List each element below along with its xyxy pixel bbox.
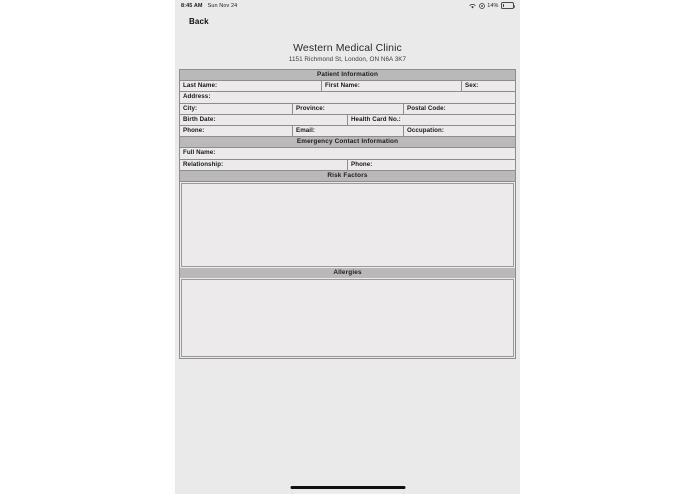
location-arrow-icon	[479, 3, 485, 9]
patient-intake-form	[179, 69, 516, 359]
status-bar-right	[469, 2, 514, 9]
status-time: 8:45 AM	[181, 2, 203, 9]
field-emergency-phone[interactable]: Phone:	[348, 160, 515, 170]
clinic-header	[175, 42, 520, 64]
navigation-bar	[175, 11, 520, 33]
clinic-name: Western Medical Clinic	[293, 42, 402, 54]
clinic-address: 1151 Richmond St, London, ON N6A 3K7	[288, 56, 407, 63]
home-indicator[interactable]	[290, 486, 405, 489]
field-health-card-no[interactable]: Health Card No.:	[348, 115, 515, 125]
field-phone[interactable]: Phone:	[180, 126, 293, 136]
field-last-name[interactable]: Last Name:	[180, 81, 322, 91]
battery-percent-label: 14%	[487, 2, 499, 9]
allergies-textarea[interactable]	[181, 279, 514, 357]
status-bar	[175, 0, 520, 11]
section-header-allergies: Allergies	[180, 268, 515, 278]
form-row-contact	[180, 126, 515, 137]
field-province[interactable]: Province:	[293, 104, 404, 114]
field-full-name[interactable]: Full Name:	[180, 148, 515, 158]
battery-fill	[503, 4, 505, 7]
field-relationship[interactable]: Relationship:	[180, 160, 348, 170]
device-viewport	[175, 0, 520, 494]
status-date: Sun Nov 24	[207, 2, 238, 9]
field-address[interactable]: Address:	[180, 92, 515, 102]
field-occupation[interactable]: Occupation:	[404, 126, 515, 136]
field-email[interactable]: Email:	[293, 126, 404, 136]
field-birth-date[interactable]: Birth Date:	[180, 115, 348, 125]
status-bar-left	[181, 3, 237, 9]
field-city[interactable]: City:	[180, 104, 293, 114]
risk-factors-textarea[interactable]	[181, 183, 514, 267]
form-row-city	[180, 104, 515, 115]
section-header-emergency-contact-information: Emergency Contact Information	[180, 137, 515, 148]
field-sex[interactable]: Sex:	[462, 81, 515, 91]
form-row-address	[180, 92, 515, 103]
field-first-name[interactable]: First Name:	[322, 81, 462, 91]
form-row-emergency-full-name	[180, 148, 515, 159]
section-header-patient-information: Patient Information	[180, 70, 515, 81]
field-postal-code[interactable]: Postal Code:	[404, 104, 515, 114]
section-header-risk-factors: Risk Factors	[180, 171, 515, 182]
battery-icon	[501, 2, 514, 9]
back-button[interactable]: Back	[186, 15, 212, 28]
form-row-emergency-relationship	[180, 160, 515, 171]
form-row-names	[180, 81, 515, 92]
wifi-icon	[469, 3, 476, 9]
form-row-birth	[180, 115, 515, 126]
